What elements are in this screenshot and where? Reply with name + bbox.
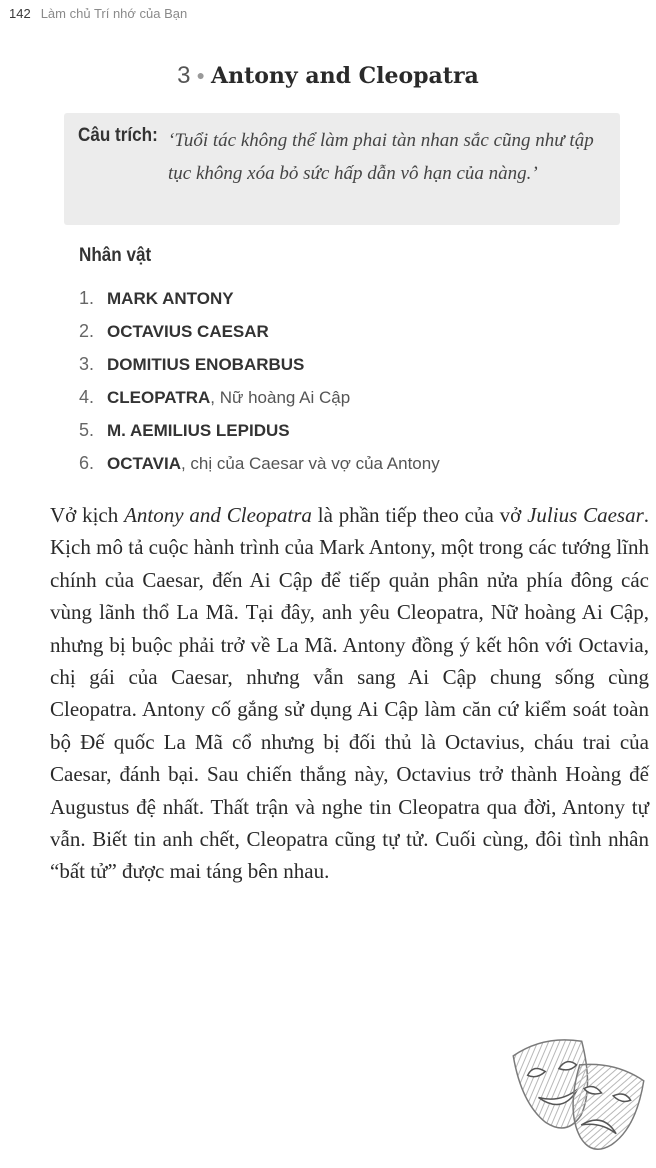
character-number: 3. — [79, 354, 95, 374]
character-item — [79, 283, 440, 316]
summary-text: là phần tiếp theo của vở — [311, 503, 528, 527]
quote-box — [64, 113, 620, 225]
character-item — [79, 448, 440, 481]
bullet-icon: ● — [196, 69, 205, 84]
character-number: 2. — [79, 321, 95, 341]
character-name: MARK ANTONY — [107, 289, 234, 308]
summary-paragraph — [50, 499, 649, 888]
character-name: M. AEMILIUS LEPIDUS — [107, 421, 290, 440]
summary-text: Vở kịch — [50, 503, 125, 527]
quote-label: Câu trích: — [78, 125, 158, 146]
page-number: 142 — [9, 6, 31, 21]
running-header — [9, 6, 187, 21]
play-title: Antony and Cleopatra — [124, 503, 312, 527]
theatre-masks-icon — [512, 1036, 648, 1165]
chapter-title — [0, 62, 656, 90]
chapter-name: Antony and Cleopatra — [211, 63, 479, 89]
character-item — [79, 316, 440, 349]
character-description: , chị của Caesar và vợ của Antony — [180, 454, 440, 473]
character-item — [79, 415, 440, 448]
character-item — [79, 382, 440, 415]
character-name: OCTAVIA — [107, 454, 181, 473]
character-name: CLEOPATRA — [107, 388, 211, 407]
summary-text: . Kịch mô tả cuộc hành trình của Mark Antony, một trong các tướng lĩnh chính của Caesar, đến Ai Cập để tiếp quản phân nửa phía đông các vùng lãnh thổ La Mã. Tại đây, anh yêu Cleopatra, Nữ hoàng Ai Cập, nhưng bị buộc phải trở về La Mã. Antony đồng ý kết hôn với Octavia, chị gái của Caesar, nhưng vẫn sang Ai Cập chung sống cùng Cleopatra. Antony cố gắng sử dụng Ai Cập làm căn cứ kiểm soát toàn bộ Đế quốc La Mã cổ nhưng bị đối thủ là Octavius, cháu trai của Caesar, đánh bại. Sau chiến thắng này, Octavius trở thành Hoàng đế Augustus đệ nhất. Thất trận và nghe tin Cleopatra qua đời, Antony tự vẫn. Biết tin anh chết, Cleopatra cũng tự tử. Cuối cùng, đôi tình nhân “bất tử” được mai táng bên nhau. — [50, 503, 649, 884]
character-description: , Nữ hoàng Ai Cập — [210, 388, 351, 407]
character-name: OCTAVIUS CAESAR — [107, 322, 269, 341]
character-list — [79, 283, 440, 481]
chapter-number: 3 — [177, 62, 191, 89]
character-number: 5. — [79, 420, 95, 440]
character-number: 4. — [79, 387, 95, 407]
characters-heading: Nhân vật — [79, 245, 152, 266]
quote-text: ‘Tuổi tác không thể làm phai tàn nhan sắc cũng như tập tục không xóa bỏ sức hấp dẫn vô hạn của nàng.’ — [168, 130, 594, 184]
character-item — [79, 349, 440, 382]
character-name: DOMITIUS ENOBARBUS — [107, 355, 305, 374]
character-number: 6. — [79, 453, 95, 473]
play-title: Julius Caesar — [527, 503, 644, 527]
character-number: 1. — [79, 288, 95, 308]
book-title: Làm chủ Trí nhớ của Bạn — [40, 6, 188, 21]
